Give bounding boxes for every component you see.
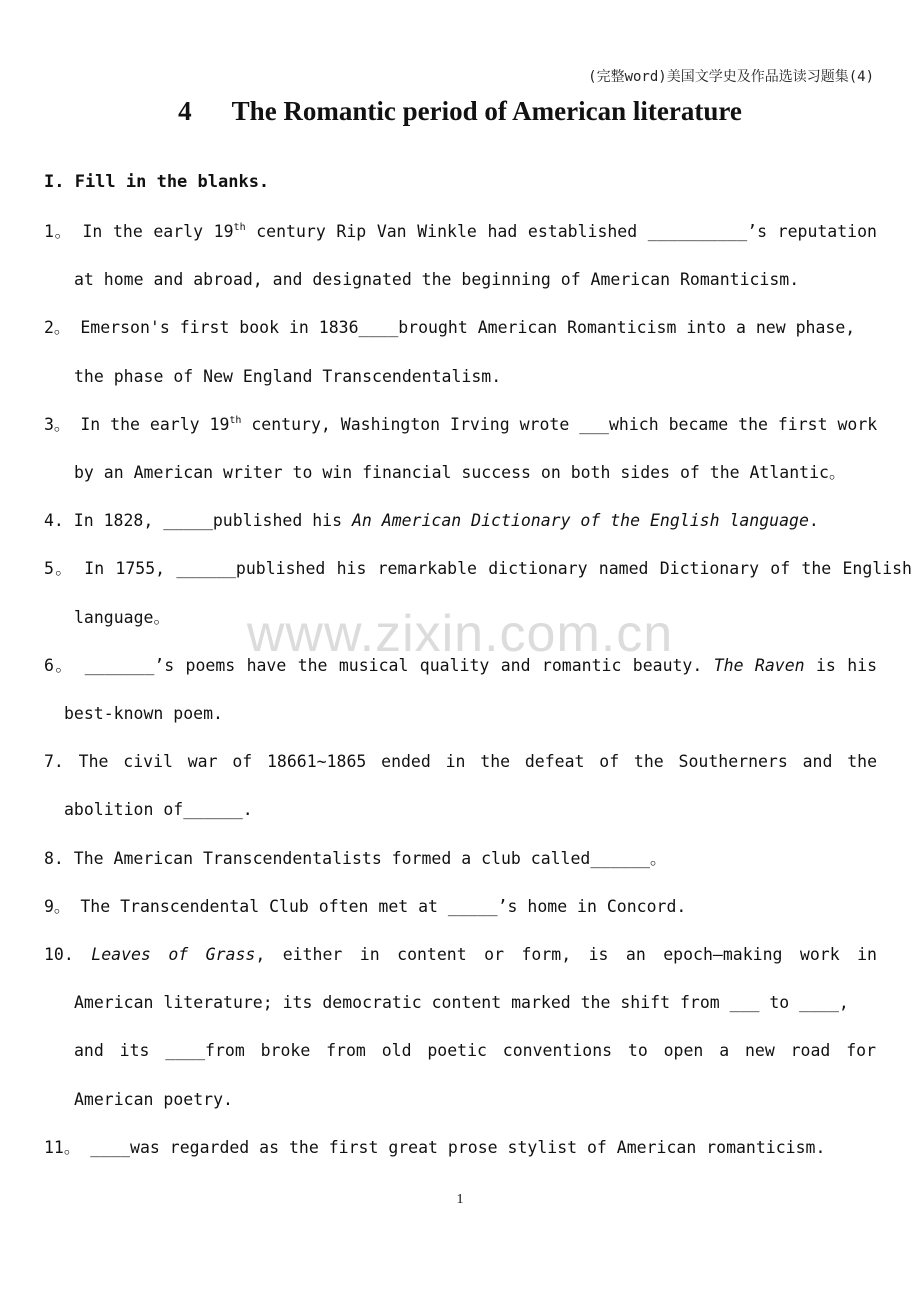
question-7: 7. The civil war of 18661~1865 ended in the defeat of the Southerners and the <box>44 752 877 771</box>
document-header: (完整word)美国文学史及作品选读习题集(4) <box>588 69 874 85</box>
poem-title: The Raven <box>713 656 805 675</box>
question-3: 3。 In the early 19th century, Washington Irving wrote ___which became the first work <box>44 415 878 434</box>
question-7-continuation: abolition of______. <box>64 800 253 819</box>
book-title: Leaves of Grass <box>91 945 256 964</box>
question-10-continuation-3: American poetry. <box>74 1090 233 1109</box>
question-4: 4. In 1828, _____published his An American Dictionary of the English language. <box>44 511 819 530</box>
question-6: 6。 _______’s poems have the musical quality and romantic beauty. The Raven is his <box>44 656 878 675</box>
question-5: 5。 In 1755, ______published his remarkable dictionary named Dictionary of the English <box>44 559 912 578</box>
question-11: 11。 ____was regarded as the first great prose stylist of American romanticism. <box>44 1138 826 1157</box>
page-number: 1 <box>456 1192 464 1207</box>
question-2: 2。 Emerson's first book in 1836____brought American Romanticism into a new phase, <box>44 318 856 337</box>
question-6-continuation: best-known poem. <box>64 704 223 723</box>
superscript: th <box>233 222 246 233</box>
question-10: 10. Leaves of Grass, either in content or form, is an epoch—making work in <box>44 945 877 964</box>
question-1-continuation: at home and abroad, and designated the beginning of American Romanticism. <box>74 270 800 289</box>
watermark: www.zixin.com.cn <box>246 605 674 663</box>
question-9: 9。 The Transcendental Club often met at _____’s home in Concord. <box>44 897 687 916</box>
book-title: An American Dictionary of the English language <box>351 511 809 530</box>
question-5-continuation: language。 <box>74 608 170 627</box>
question-10-continuation-2: and its ____from broke from old poetic conventions to open a new road for <box>74 1041 876 1060</box>
superscript: th <box>229 415 242 426</box>
section-heading: I. Fill in the blanks. <box>44 172 270 192</box>
question-3-continuation: by an American writer to win financial success on both sides of the Atlantic。 <box>74 463 846 482</box>
question-1: 1。 In the early 19th century Rip Van Winkle had established __________’s reputation <box>44 222 877 241</box>
page-title: 4 The Romantic period of American literature <box>178 96 742 126</box>
question-10-continuation-1: American literature; its democratic content marked the shift from ___ to ____, <box>74 993 849 1012</box>
question-2-continuation: the phase of New England Transcendentalism. <box>74 367 502 386</box>
question-8: 8. The American Transcendentalists formed a club called______。 <box>44 849 667 868</box>
